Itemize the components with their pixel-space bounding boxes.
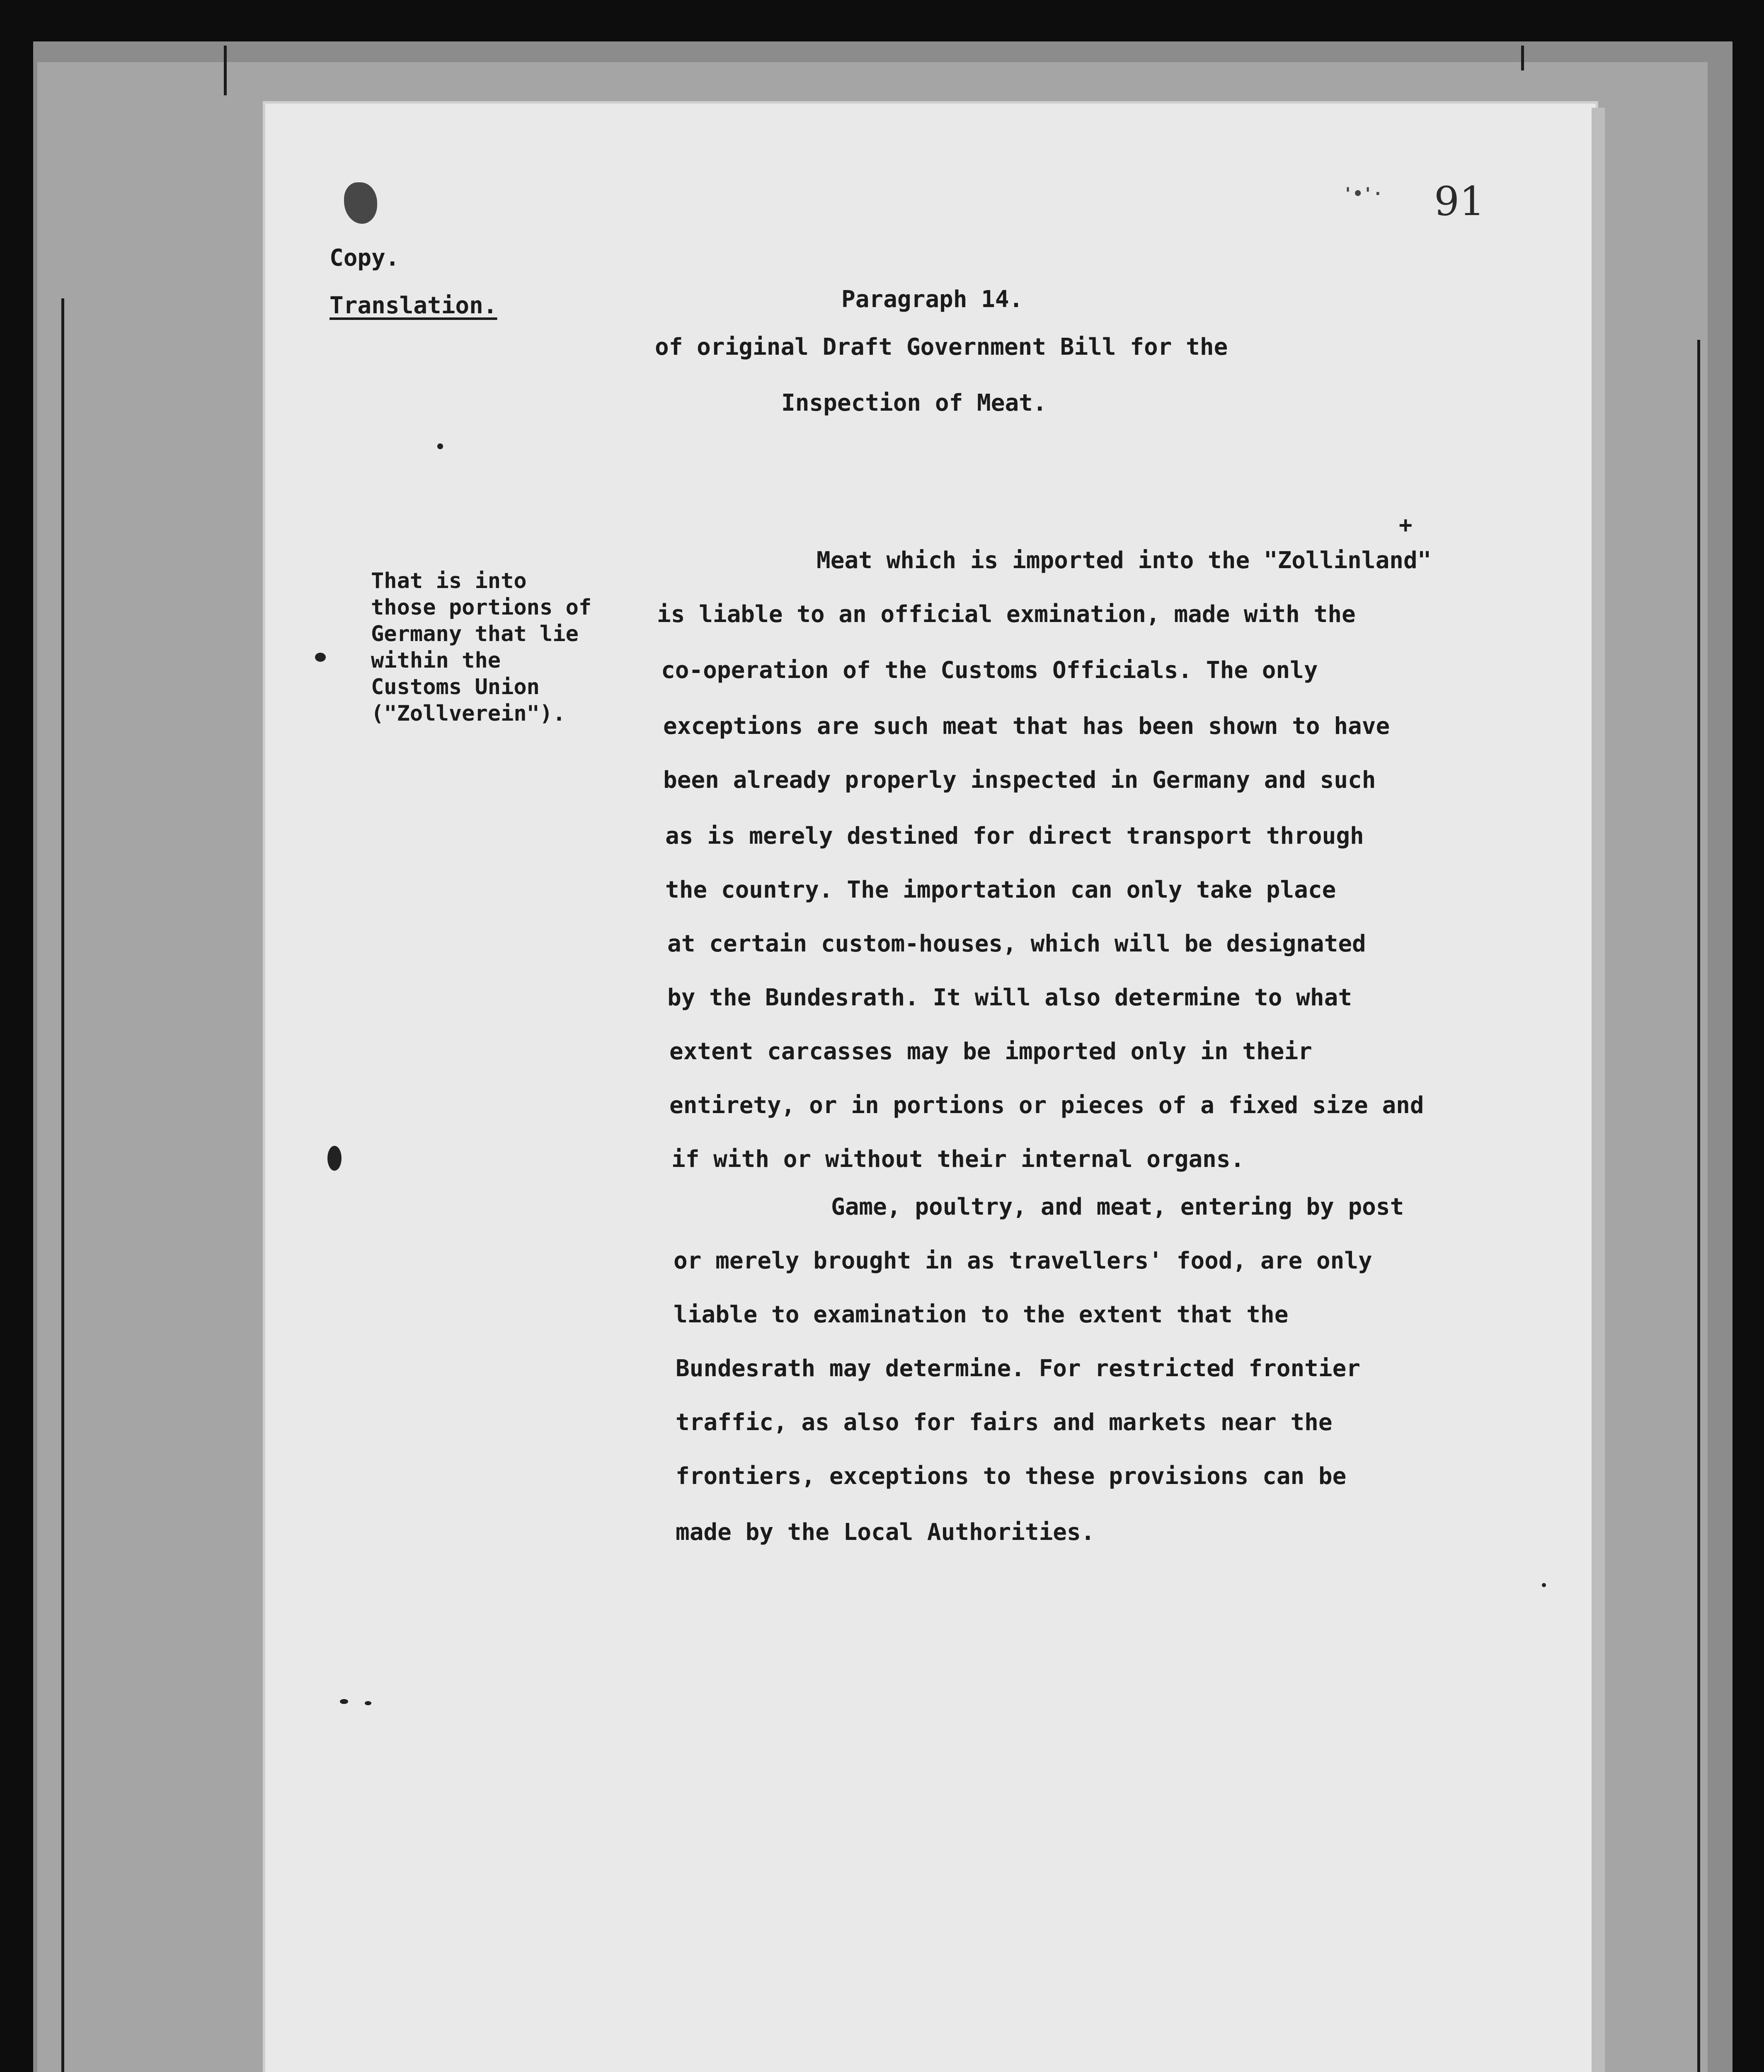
- margin-note-line: Customs Union: [371, 675, 540, 700]
- body-line: been already properly inspected in Germany and such: [663, 767, 1376, 794]
- body-line: Bundesrath may determine. For restricted frontier: [676, 1355, 1361, 1382]
- body-line: the country. The importation can only take place: [665, 876, 1336, 903]
- insertion-mark: +: [1399, 512, 1413, 538]
- top-right-tick: [1521, 46, 1524, 70]
- ink-blot: [344, 182, 377, 224]
- top-left-tick: [224, 46, 227, 95]
- body-line: as is merely destined for direct transport through: [665, 823, 1364, 850]
- left-margin-rule: [61, 298, 64, 2072]
- dust-speck: [327, 1146, 342, 1171]
- margin-note-line: those portions of: [371, 595, 592, 620]
- body-line: entirety, or in portions or pieces of a fixed size and: [669, 1092, 1424, 1119]
- body-line: exceptions are such meat that has been shown to have: [663, 713, 1390, 740]
- body-line: if with or without their internal organs.: [671, 1146, 1245, 1173]
- dust-speck: [365, 1701, 371, 1705]
- right-margin-rule: [1697, 340, 1700, 2072]
- body-line: co-operation of the Customs Officials. The only: [661, 657, 1318, 684]
- margin-note-line: Germany that lie: [371, 622, 579, 646]
- margin-note-line: within the: [371, 648, 501, 673]
- body-line: liable to examination to the extent that the: [674, 1301, 1289, 1328]
- margin-note: [371, 568, 591, 727]
- body-line: Game, poultry, and meat, entering by post: [831, 1193, 1404, 1220]
- body-line: by the Bundesrath. It will also determine to what: [667, 984, 1352, 1011]
- body-line: extent carcasses may be imported only in their: [669, 1038, 1312, 1065]
- margin-note-line: That is into: [371, 569, 527, 593]
- page-number: 91: [1434, 178, 1485, 225]
- body-line: Meat which is imported into the "Zollinland": [817, 547, 1432, 574]
- body-line: frontiers, exceptions to these provisions can be: [676, 1463, 1347, 1490]
- paper-edge: [1592, 108, 1605, 2072]
- heading-bill: of original Draft Government Bill for the: [655, 334, 1228, 361]
- translation-label: Translation.: [330, 292, 497, 319]
- page-number-mark: '•'·: [1343, 184, 1383, 203]
- body-line: is liable to an official exmination, made with the: [657, 601, 1356, 628]
- body-line: or merely brought in as travellers' food, are only: [674, 1247, 1372, 1274]
- dust-speck: [1542, 1583, 1546, 1587]
- margin-note-line: ("Zollverein").: [371, 701, 566, 726]
- body-line: traffic, as also for fairs and markets near the: [676, 1409, 1333, 1436]
- copy-label: Copy.: [330, 244, 400, 271]
- heading-paragraph: Paragraph 14.: [841, 286, 1023, 313]
- dust-speck: [315, 653, 326, 662]
- body-line: at certain custom-houses, which will be designated: [667, 930, 1366, 957]
- dust-speck: [437, 443, 443, 449]
- body-line: made by the Local Authorities.: [676, 1519, 1095, 1546]
- dust-speck: [340, 1699, 348, 1704]
- heading-inspection: Inspection of Meat.: [781, 390, 1047, 416]
